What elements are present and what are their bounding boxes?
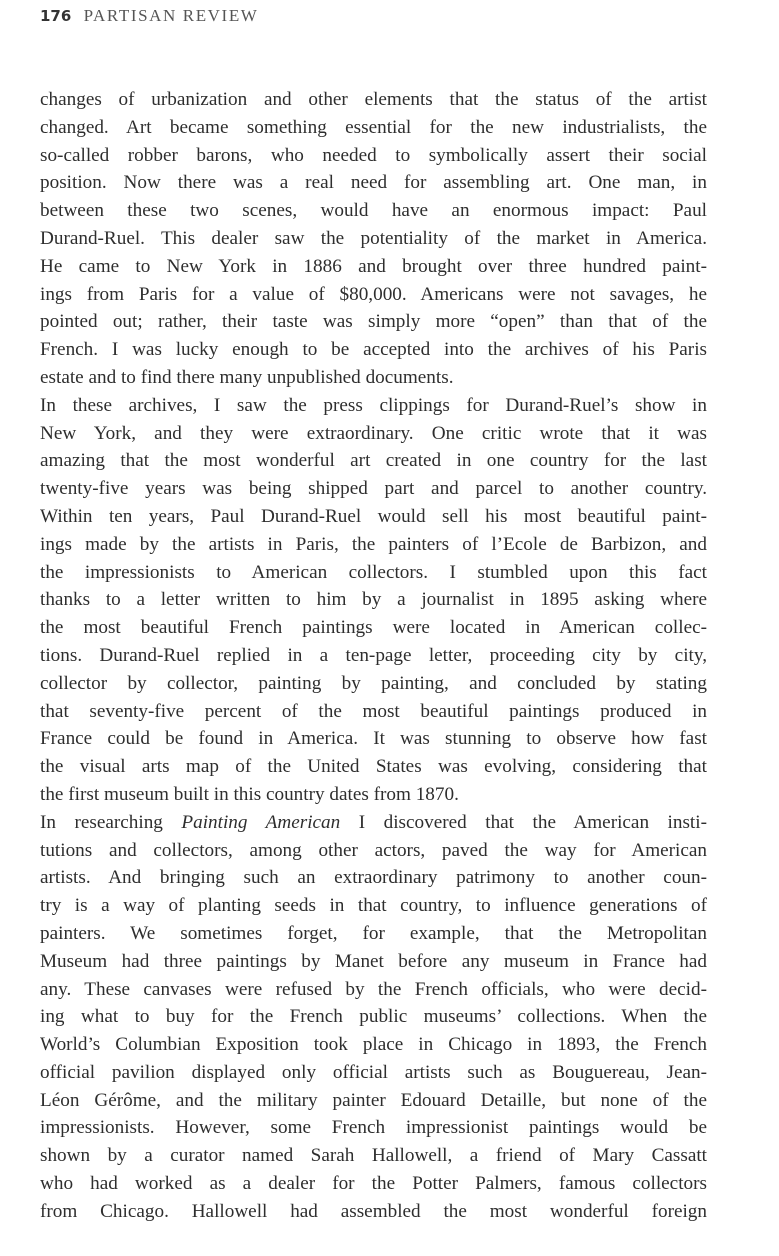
running-header (40, 6, 258, 26)
text-line: tions. Durand-Ruel replied in a ten-page letter, proceeding city by city, (40, 644, 707, 666)
paragraph (40, 392, 707, 809)
text-line: thanks to a letter written to him by a journalist in 1895 asking where (40, 589, 707, 611)
text-line: official pavilion displayed only official artists such as Bouguereau, Jean- (40, 1061, 707, 1083)
paragraph (40, 809, 707, 1226)
text-line: In these archives, I saw the press clippings for Durand-Ruel’s show in (40, 394, 707, 416)
text-line: Durand-Ruel. This dealer saw the potentiality of the market in America. (40, 227, 707, 249)
text-line: Léon Gérôme, and the military painter Edouard Detaille, but none of the (40, 1089, 707, 1111)
text-line: New York, and they were extraordinary. One critic wrote that it was (40, 422, 707, 444)
text-line (40, 809, 707, 837)
text-line: between these two scenes, would have an enormous impact: Paul (40, 200, 707, 222)
text-line: pointed out; rather, their taste was simply more “open” than that of the (40, 311, 707, 333)
text-line: France could be found in America. It was stunning to observe how fast (40, 728, 707, 750)
paragraph (40, 86, 707, 392)
text-line: the impressionists to American collectors. I stumbled upon this fact (40, 561, 707, 583)
text-line: tutions and collectors, among other actors, paved the way for American (40, 839, 707, 861)
text-line: that seventy-five percent of the most beautiful paintings produced in (40, 700, 707, 722)
text-line: from Chicago. Hallowell had assembled the most wonderful foreign (40, 1200, 707, 1222)
article-body (40, 86, 707, 1226)
text-line: impressionists. However, some French impressionist paintings would be (40, 1117, 707, 1139)
text-line: shown by a curator named Sarah Hallowell, a friend of Mary Cassatt (40, 1145, 707, 1167)
text-line: amazing that the most wonderful art created in one country for the last (40, 450, 707, 472)
text-line: the first museum built in this country dates from 1870. (40, 783, 459, 805)
text-line: try is a way of planting seeds in that country, to influence generations of (40, 895, 707, 917)
text-line: French. I was lucky enough to be accepted into the archives of his Paris (40, 339, 707, 361)
text-line: ings made by the artists in Paris, the painters of l’Ecole de Barbizon, and (40, 533, 707, 555)
page-number: 176 (40, 7, 72, 25)
text-line: ings from Paris for a value of $80,000. Americans were not savages, he (40, 283, 707, 305)
text-line: estate and to find there many unpublished documents. (40, 366, 454, 388)
text-line: collector by collector, painting by painting, and concluded by stating (40, 672, 707, 694)
text-line: artists. And bringing such an extraordinary patrimony to another coun- (40, 867, 707, 889)
text-line: ing what to buy for the French public museums’ collections. When the (40, 1006, 707, 1028)
text-segment: In researching (40, 811, 182, 833)
text-line: changed. Art became something essential for the new industrialists, the (40, 116, 707, 138)
text-line: Museum had three paintings by Manet before any museum in France had (40, 950, 707, 972)
book-title: Painting American (181, 811, 341, 833)
text-line: so-called robber barons, who needed to symbolically assert their social (40, 144, 707, 166)
text-line: who had worked as a dealer for the Potter Palmers, famous collectors (40, 1173, 707, 1195)
text-line: twenty-five years was being shipped part and parcel to another country. (40, 478, 707, 500)
text-segment: I discovered that the American insti- (340, 811, 707, 833)
text-line: the most beautiful French paintings were located in American collec- (40, 617, 707, 639)
text-line: changes of urbanization and other elements that the status of the artist (40, 89, 707, 110)
text-line: position. Now there was a real need for assembling art. One man, in (40, 172, 707, 194)
text-line: the visual arts map of the United States was evolving, considering that (40, 756, 707, 778)
text-line: World’s Columbian Exposition took place in Chicago in 1893, the French (40, 1034, 707, 1056)
text-line: Within ten years, Paul Durand-Ruel would sell his most beautiful paint- (40, 505, 707, 527)
text-line: painters. We sometimes forget, for example, that the Metropolitan (40, 922, 707, 944)
text-line: He came to New York in 1886 and brought over three hundred paint- (40, 255, 707, 277)
text-line: any. These canvases were refused by the French officials, who were decid- (40, 978, 707, 1000)
journal-title: PARTISAN REVIEW (83, 6, 259, 25)
